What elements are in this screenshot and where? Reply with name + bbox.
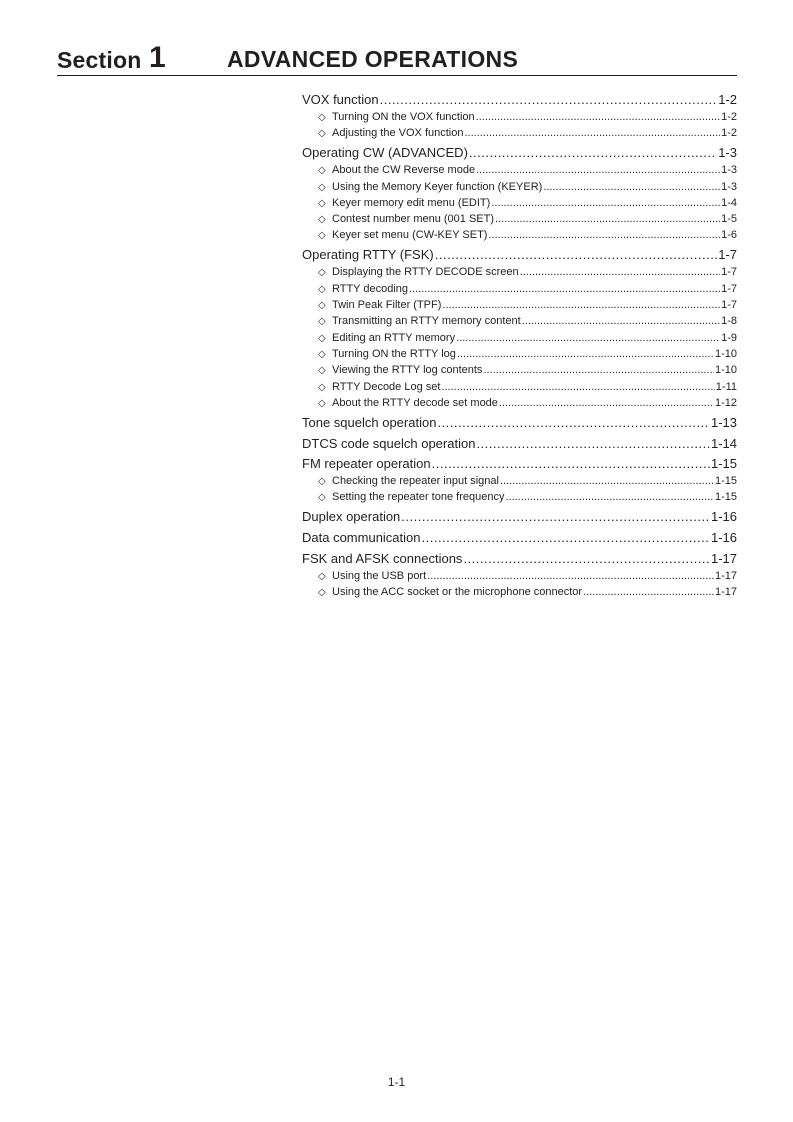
diamond-bullet-icon: ◇ (318, 316, 326, 328)
toc-entry-page: 1-16 (710, 509, 737, 525)
dot-leader (457, 346, 714, 362)
diamond-bullet-icon: ◇ (318, 214, 326, 226)
toc-entry-page: 1-7 (721, 299, 737, 312)
toc-entry-page: 1-3 (721, 164, 737, 177)
dot-leader (380, 90, 718, 109)
toc-subentry[interactable] (302, 346, 737, 362)
dot-leader (442, 297, 720, 313)
table-of-contents (302, 90, 737, 600)
toc-subentry[interactable] (302, 395, 737, 411)
section-number: 1 (149, 41, 166, 74)
dot-leader (432, 454, 710, 473)
dot-leader (409, 281, 720, 297)
diamond-bullet-icon: ◇ (318, 492, 326, 504)
dot-leader (499, 395, 714, 411)
toc-entry-page: 1-10 (714, 364, 737, 377)
toc-entry-label: Duplex operation (302, 509, 401, 525)
toc-entry-label: Turning ON the RTTY log (332, 347, 456, 360)
toc-entry-page: 1-12 (714, 396, 737, 409)
dot-leader (435, 245, 717, 264)
toc-entry-page: 1-10 (714, 347, 737, 360)
toc-subentry[interactable] (302, 281, 737, 297)
toc-entry-label: VOX function (302, 92, 379, 107)
toc-subentry[interactable] (302, 125, 737, 141)
toc-entry-page: 1-4 (721, 196, 737, 209)
toc-entry-page: 1-6 (721, 229, 737, 242)
toc-entry-label: Transmitting an RTTY memory content (332, 315, 521, 328)
toc-entry[interactable] (302, 90, 737, 109)
dot-leader (505, 489, 714, 505)
diamond-bullet-icon: ◇ (318, 397, 326, 409)
toc-subentry[interactable] (302, 109, 737, 125)
toc-entry-label: Turning ON the VOX function (332, 111, 475, 123)
toc-subentry[interactable] (302, 330, 737, 346)
dot-leader (427, 568, 714, 584)
toc-entry-page: 1-17 (710, 550, 737, 566)
dot-leader (464, 125, 720, 141)
diamond-bullet-icon: ◇ (318, 267, 326, 279)
section-header (57, 38, 737, 76)
dot-leader (500, 473, 714, 489)
toc-entry-page: 1-2 (721, 127, 737, 140)
toc-entry-page: 1-7 (721, 266, 737, 279)
toc-entry-page: 1-15 (714, 491, 737, 504)
diamond-bullet-icon: ◇ (318, 112, 326, 123)
toc-entry-page: 1-3 (721, 180, 737, 193)
diamond-bullet-icon: ◇ (318, 476, 326, 488)
diamond-bullet-icon: ◇ (318, 128, 326, 140)
dot-leader (441, 379, 714, 395)
toc-entry[interactable] (302, 507, 737, 526)
dot-leader (401, 507, 710, 526)
toc-entry-page: 1-2 (718, 92, 737, 107)
dot-leader (476, 434, 710, 453)
diamond-bullet-icon: ◇ (318, 381, 326, 393)
toc-subentry[interactable] (302, 313, 737, 329)
toc-entry-label: Tone squelch operation (302, 414, 437, 430)
toc-subentry[interactable] (302, 362, 737, 378)
dot-leader (488, 227, 720, 243)
dot-leader (437, 413, 710, 432)
toc-entry-page: 1-13 (710, 414, 737, 430)
toc-entry-label: About the CW Reverse mode (332, 164, 476, 177)
dot-leader (463, 549, 710, 568)
toc-entry-label: Data communication (302, 530, 421, 546)
dot-leader (483, 362, 714, 378)
toc-subentry[interactable] (302, 489, 737, 505)
diamond-bullet-icon: ◇ (318, 181, 326, 193)
toc-entry-label: Operating RTTY (FSK) (302, 247, 434, 263)
toc-entry-label: Displaying the RTTY DECODE screen (332, 266, 519, 279)
toc-entry-label: Twin Peak Filter (TPF) (332, 299, 442, 312)
toc-subentry[interactable] (302, 473, 737, 489)
diamond-bullet-icon: ◇ (318, 332, 326, 344)
toc-entry-label: RTTY Decode Log set (332, 380, 441, 393)
toc-entry-label: About the RTTY decode set mode (332, 396, 498, 409)
toc-entry-label: Keyer memory edit menu (EDIT) (332, 196, 491, 209)
toc-entry-page: 1-8 (721, 315, 737, 328)
toc-entry-label: DTCS code squelch operation (302, 435, 476, 451)
toc-entry-label: Adjusting the VOX function (332, 127, 464, 140)
toc-subentry[interactable] (302, 162, 737, 178)
diamond-bullet-icon: ◇ (318, 570, 326, 582)
diamond-bullet-icon: ◇ (318, 587, 326, 599)
toc-subentry[interactable] (302, 195, 737, 211)
diamond-bullet-icon: ◇ (318, 348, 326, 360)
toc-subentry[interactable] (302, 379, 737, 395)
toc-entry-page: 1-16 (710, 530, 737, 546)
dot-leader (476, 109, 720, 125)
toc-entry[interactable] (302, 413, 737, 432)
toc-subentry[interactable] (302, 568, 737, 584)
toc-entry-page: 1-15 (714, 475, 737, 488)
toc-subentry[interactable] (302, 227, 737, 243)
page-number: 1-1 (387, 1075, 406, 1089)
diamond-bullet-icon: ◇ (318, 283, 326, 295)
toc-entry-page: 1-7 (721, 282, 737, 295)
section-label: Section (57, 47, 142, 73)
diamond-bullet-icon: ◇ (318, 365, 326, 377)
diamond-bullet-icon: ◇ (318, 165, 326, 177)
toc-entry-label: Using the ACC socket or the microphone connector (332, 586, 583, 599)
toc-entry-page: 1-2 (721, 111, 737, 123)
toc-entry-label: RTTY decoding (332, 282, 409, 295)
toc-entry-page: 1-5 (721, 213, 737, 226)
toc-entry-label: Keyer set menu (CW-KEY SET) (332, 229, 488, 242)
toc-entry-page: 1-17 (714, 569, 737, 582)
toc-entry[interactable] (302, 454, 737, 473)
toc-subentry[interactable] (302, 297, 737, 313)
toc-entry-label: Using the USB port (332, 569, 427, 582)
dot-leader (583, 584, 714, 600)
toc-entry-label: Checking the repeater input signal (332, 475, 499, 488)
diamond-bullet-icon: ◇ (318, 300, 326, 312)
dot-leader (495, 211, 720, 227)
dot-leader (456, 330, 720, 346)
toc-entry-label: Editing an RTTY memory (332, 331, 456, 344)
toc-entry-page: 1-15 (710, 456, 737, 472)
toc-entry-page: 1-14 (710, 435, 737, 451)
toc-entry-page: 1-11 (715, 380, 737, 393)
dot-leader (520, 264, 720, 280)
toc-entry-page: 1-17 (714, 586, 737, 599)
toc-entry-label: FSK and AFSK connections (302, 550, 463, 566)
toc-entry[interactable] (302, 528, 737, 547)
dot-leader (422, 528, 710, 547)
dot-leader (522, 313, 720, 329)
toc-entry[interactable] (302, 245, 737, 264)
dot-leader (476, 162, 720, 178)
toc-entry-label: Operating CW (ADVANCED) (302, 145, 468, 161)
toc-entry[interactable] (302, 434, 737, 453)
toc-entry[interactable] (302, 549, 737, 568)
toc-entry-label: Contest number menu (001 SET) (332, 213, 495, 226)
toc-entry-page: 1-9 (721, 331, 737, 344)
toc-entry[interactable] (302, 143, 737, 162)
toc-entry-label: FM repeater operation (302, 456, 431, 472)
dot-leader (469, 143, 717, 162)
toc-entry-label: Using the Memory Keyer function (KEYER) (332, 180, 543, 193)
toc-entry-page: 1-7 (718, 247, 737, 263)
section-title: ADVANCED OPERATIONS (227, 46, 519, 72)
toc-subentry[interactable] (302, 584, 737, 600)
toc-entry-label: Setting the repeater tone frequency (332, 491, 505, 504)
dot-leader (491, 195, 720, 211)
toc-subentry[interactable] (302, 211, 737, 227)
dot-leader (543, 179, 720, 195)
toc-entry-label: Viewing the RTTY log contents (332, 364, 483, 377)
toc-subentry[interactable] (302, 179, 737, 195)
toc-entry-page: 1-3 (718, 145, 737, 161)
diamond-bullet-icon: ◇ (318, 230, 326, 242)
diamond-bullet-icon: ◇ (318, 197, 326, 209)
toc-subentry[interactable] (302, 264, 737, 280)
